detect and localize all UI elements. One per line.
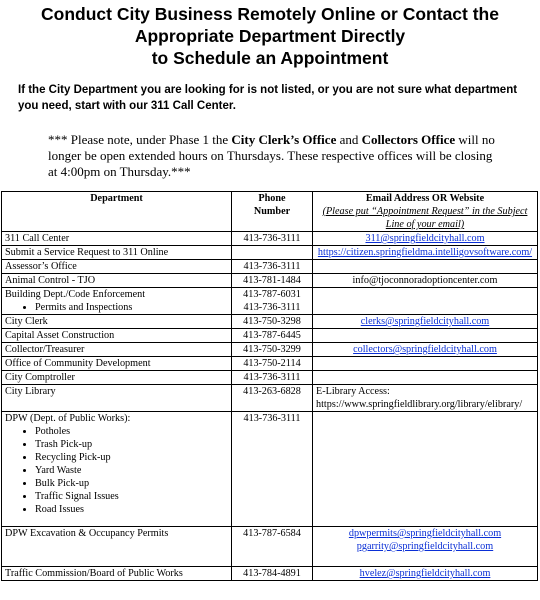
phone-cell: 413-736-3111	[232, 371, 313, 385]
phone-cell	[232, 246, 313, 260]
phone-cell: 413-781-1484	[232, 274, 313, 288]
dept-cell: Office of Community Development	[2, 357, 232, 371]
header-phone-line-2: Number	[253, 206, 291, 217]
title-line-1: Conduct City Business Remotely Online or Contact the	[41, 4, 499, 24]
phone-cell: 413-736-3111	[232, 260, 313, 274]
email-link[interactable]: 311@springfieldcityhall.com	[365, 233, 485, 244]
email-link[interactable]: clerks@springfieldcityhall.com	[360, 316, 490, 327]
table-row	[2, 246, 538, 260]
table-row	[2, 567, 538, 581]
header-email	[313, 192, 538, 232]
document-title	[0, 0, 540, 69]
website-link[interactable]: https://citizen.springfieldma.intelligovsoftware.com/	[317, 247, 533, 258]
email-cell	[313, 357, 538, 371]
header-email-note: (Please put “Appointment Request” in the Subject Line of your email)	[322, 206, 528, 230]
email-cell	[313, 246, 538, 260]
table-row	[2, 315, 538, 329]
table-row	[2, 412, 538, 527]
header-phone-line-1: Phone	[258, 193, 286, 204]
email-link[interactable]: dpwpermits@springfieldcityhall.com	[348, 528, 502, 539]
list-item: • Traffic Signal Issues	[35, 490, 228, 503]
email-cell	[313, 315, 538, 329]
elibrary-url[interactable]: https://www.springfieldlibrary.org/library/elibrary/	[316, 399, 523, 410]
list-item: • Recycling Pick-up	[35, 451, 228, 464]
department-table	[1, 191, 538, 581]
email-link[interactable]: pgarrity@springfieldcityhall.com	[356, 541, 494, 552]
phone-cell: 413-736-3111	[232, 232, 313, 246]
dept-cell	[2, 412, 232, 527]
dept-name: Building Dept./Code Enforcement	[5, 289, 146, 300]
dept-cell: City Comptroller	[2, 371, 232, 385]
title-line-2: Appropriate Department Directly	[134, 26, 406, 46]
notice-part-1: *** Please note, under Phase 1 the	[48, 132, 232, 147]
phone-cell: 413-750-2114	[232, 357, 313, 371]
notice-part-3: will no longer be open extended hours on Thursdays. These respective offices will be closing at 4:00pm on Thursday.***	[48, 132, 495, 179]
phone-cell: 413-750-3299	[232, 343, 313, 357]
table-row	[2, 357, 538, 371]
dept-cell: Animal Control - TJO	[2, 274, 232, 288]
dept-name: DPW Excavation & Occupancy Permits	[5, 528, 169, 539]
table-row	[2, 274, 538, 288]
email-cell	[313, 343, 538, 357]
phone-cell: 413-784-4891	[232, 567, 313, 581]
phone-cell: 413-736-3111	[232, 412, 313, 527]
email-cell	[313, 232, 538, 246]
email-cell	[313, 260, 538, 274]
elibrary-label: E-Library Access:	[316, 386, 390, 397]
dept-cell	[2, 527, 232, 567]
spacer	[5, 516, 228, 526]
list-item: • Permits and Inspections	[35, 301, 228, 314]
dept-cell: 311 Call Center	[2, 232, 232, 246]
table-row	[2, 371, 538, 385]
table-row	[2, 288, 538, 315]
phase-notice	[48, 132, 500, 180]
list-item: • Bulk Pick-up	[35, 477, 228, 490]
email-link[interactable]: collectors@springfieldcityhall.com	[353, 344, 497, 355]
title-line-3: to Schedule an Appointment	[151, 48, 389, 68]
phone-cell: 413-787-6584	[232, 527, 313, 567]
notice-part-2: and	[336, 132, 362, 147]
email-cell	[313, 412, 538, 527]
dept-cell: Assessor’s Office	[2, 260, 232, 274]
table-row	[2, 232, 538, 246]
dept-cell: Collector/Treasurer	[2, 343, 232, 357]
notice-city-clerk: City Clerk’s Office	[231, 132, 337, 147]
list-item: • Potholes	[35, 425, 228, 438]
table-row	[2, 343, 538, 357]
table-row	[2, 260, 538, 274]
email-cell	[313, 329, 538, 343]
email-cell	[313, 288, 538, 315]
table-row	[2, 329, 538, 343]
header-email-title: Email Address OR Website	[365, 193, 485, 204]
table-row	[2, 385, 538, 412]
sub-service-list	[5, 301, 228, 314]
phone-number-secondary: 413-736-3111	[243, 302, 301, 313]
phone-number: 413-787-6031	[243, 289, 301, 300]
table-row	[2, 527, 538, 567]
phone-cell: 413-750-3298	[232, 315, 313, 329]
dept-cell: Submit a Service Request to 311 Online	[2, 246, 232, 260]
email-cell	[313, 371, 538, 385]
notice-collectors: Collectors Office	[361, 132, 456, 147]
header-phone	[232, 192, 313, 232]
email-cell	[313, 385, 538, 412]
dpw-service-list	[5, 425, 228, 516]
list-item: • Road Issues	[35, 503, 228, 516]
phone-cell: 413-263-6828	[232, 385, 313, 412]
dept-cell: Traffic Commission/Board of Public Works	[2, 567, 232, 581]
dept-cell	[2, 288, 232, 315]
dept-name: DPW (Dept. of Public Works):	[5, 413, 131, 424]
list-item: • Yard Waste	[35, 464, 228, 477]
spacer	[5, 540, 228, 566]
email-address[interactable]: info@tjoconnoradoptioncenter.com	[352, 275, 498, 286]
table-header-row	[2, 192, 538, 232]
dept-cell: Capital Asset Construction	[2, 329, 232, 343]
phone-cell: 413-787-6445	[232, 329, 313, 343]
email-cell	[313, 527, 538, 567]
dept-cell: City Library	[2, 385, 232, 412]
header-department: Department	[2, 192, 232, 232]
dept-cell: City Clerk	[2, 315, 232, 329]
intro-text: If the City Department you are looking for is not listed, or you are not sure what department you need, start with our 311 Call Center.	[18, 84, 518, 112]
phone-cell	[232, 288, 313, 315]
email-cell	[313, 567, 538, 581]
email-link[interactable]: hvelez@springfieldcityhall.com	[359, 568, 491, 579]
list-item: • Trash Pick-up	[35, 438, 228, 451]
email-cell	[313, 274, 538, 288]
